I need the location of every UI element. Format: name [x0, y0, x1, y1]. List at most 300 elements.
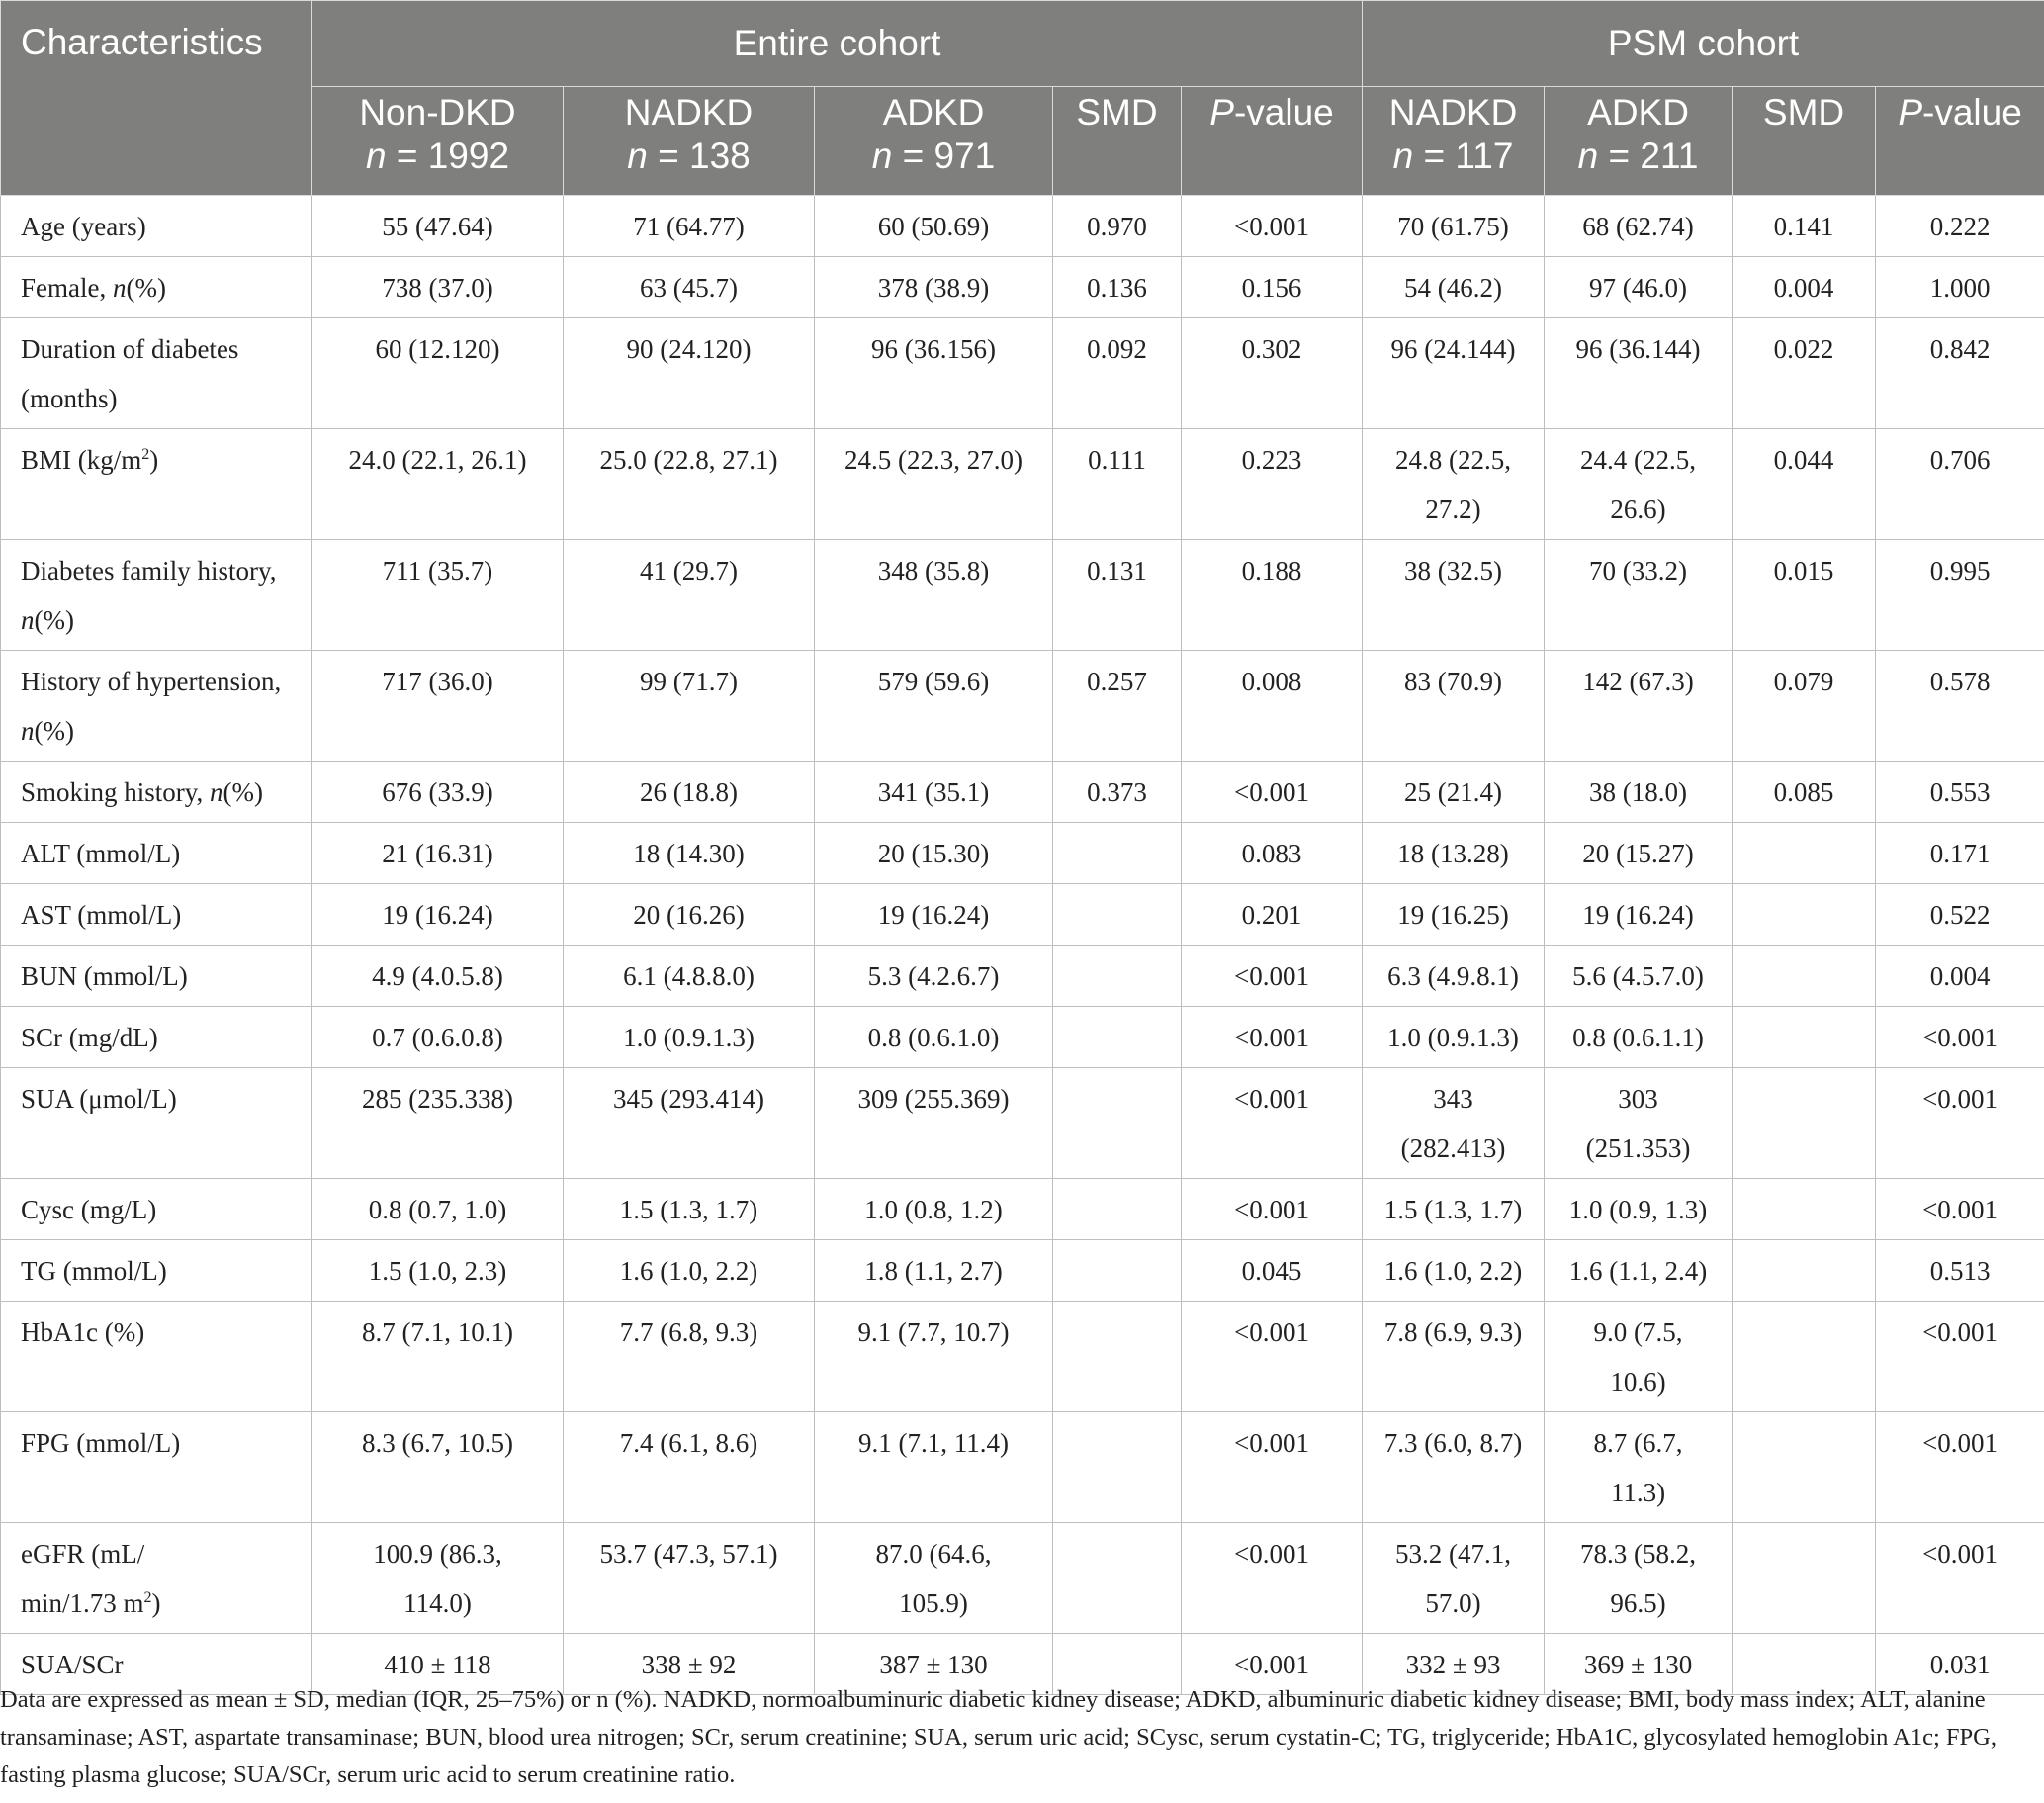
cell-line: 41 (29.7)	[640, 556, 738, 586]
cell-line: 99 (71.7)	[640, 667, 738, 696]
row-label-line: n(%)	[21, 605, 74, 635]
table-cell	[1545, 257, 1733, 318]
table-cell	[1363, 1302, 1545, 1412]
cell-line: 24.5 (22.3, 27.0)	[844, 445, 1022, 475]
cell-line: 1.5 (1.3, 1.7)	[619, 1195, 758, 1224]
table-cell	[815, 196, 1053, 257]
table-cell	[1363, 318, 1545, 429]
cell-line: 0.8 (0.6.1.0)	[867, 1023, 1000, 1052]
table-cell	[1363, 540, 1545, 651]
table-cell	[1733, 884, 1876, 946]
table-cell	[815, 1179, 1053, 1240]
table-cell	[1182, 1523, 1363, 1634]
cell-line: 369 ± 130	[1583, 1650, 1693, 1679]
cell-line: 717 (36.0)	[382, 667, 493, 696]
cell-line: 19 (16.24)	[1582, 900, 1694, 930]
cell-line: <0.001	[1922, 1428, 1999, 1458]
column-header-label: NADKD	[624, 92, 754, 133]
row-label	[1, 429, 312, 540]
table-cell	[312, 318, 564, 429]
cell-line: 1.0 (0.9.1.3)	[1387, 1023, 1519, 1052]
table-row	[1, 429, 2044, 540]
cell-line: 0.022	[1773, 334, 1834, 364]
table-cell	[1733, 1412, 1876, 1523]
table-cell	[1876, 1068, 2044, 1179]
cell-line: 0.111	[1088, 445, 1146, 475]
table-cell	[312, 1007, 564, 1068]
cell-line: 1.0 (0.8, 1.2)	[864, 1195, 1003, 1224]
table-cell	[1733, 1240, 1876, 1302]
table-cell	[1182, 1179, 1363, 1240]
table-cell	[1733, 196, 1876, 257]
table-cell	[1182, 257, 1363, 318]
table-cell	[1545, 1179, 1733, 1240]
table-cell	[1182, 1068, 1363, 1179]
table-cell	[1182, 762, 1363, 823]
cell-line: 100.9 (86.3,	[373, 1539, 502, 1569]
row-label-line: n(%)	[21, 716, 74, 746]
row-label-line: SCr (mg/dL)	[21, 1023, 158, 1052]
table-cell	[1733, 1302, 1876, 1412]
cell-line: 0.004	[1929, 961, 1991, 991]
table-row	[1, 1412, 2044, 1523]
table-cell	[815, 1007, 1053, 1068]
table-cell	[1182, 823, 1363, 884]
table-cell	[564, 540, 815, 651]
table-cell	[1363, 1240, 1545, 1302]
table-cell	[1182, 540, 1363, 651]
table-cell	[1876, 946, 2044, 1007]
cell-line: 18 (13.28)	[1397, 839, 1509, 868]
cell-line: 6.1 (4.8.8.0)	[623, 961, 755, 991]
table-cell	[564, 1179, 815, 1240]
cell-line: 0.302	[1241, 334, 1302, 364]
cell-line: 90 (24.120)	[626, 334, 752, 364]
row-label	[1, 884, 312, 946]
cell-line: 4.9 (4.0.5.8)	[372, 961, 503, 991]
table-cell	[1053, 196, 1182, 257]
table-cell	[1053, 1179, 1182, 1240]
table-cell	[815, 318, 1053, 429]
table-row	[1, 318, 2044, 429]
cell-line: 8.7 (6.7,	[1593, 1428, 1683, 1458]
table-cell	[1053, 257, 1182, 318]
cell-line: 6.3 (4.9.8.1)	[1387, 961, 1519, 991]
row-label-line: AST (mmol/L)	[21, 900, 182, 930]
cell-line: 26.6)	[1610, 495, 1666, 524]
row-label-line: Diabetes family history,	[21, 556, 277, 586]
column-header-n: n = 117	[1392, 135, 1514, 176]
table-cell	[1876, 1412, 2044, 1523]
row-label	[1, 196, 312, 257]
table-cell	[1733, 946, 1876, 1007]
table-cell	[564, 196, 815, 257]
cell-line: 0.553	[1929, 777, 1991, 807]
cell-line: 38 (32.5)	[1404, 556, 1503, 586]
table-cell	[1876, 257, 2044, 318]
table-cell	[1182, 1240, 1363, 1302]
table-cell	[1733, 1068, 1876, 1179]
cell-line: 0.015	[1773, 556, 1834, 586]
row-label-line: Age (years)	[21, 212, 146, 241]
cell-line: 0.222	[1929, 212, 1991, 241]
cell-line: 387 ± 130	[879, 1650, 988, 1679]
table-cell	[1876, 196, 2044, 257]
table-cell	[1876, 884, 2044, 946]
cell-line: 20 (15.30)	[877, 839, 990, 868]
table-cell	[815, 1240, 1053, 1302]
cell-line: 24.4 (22.5,	[1580, 445, 1697, 475]
row-label	[1, 651, 312, 762]
table-cell	[1363, 1007, 1545, 1068]
table-cell	[1053, 429, 1182, 540]
table-cell	[815, 1068, 1053, 1179]
cell-line: 1.000	[1929, 273, 1991, 303]
table-cell	[1876, 1523, 2044, 1634]
table-cell	[312, 1068, 564, 1179]
table-cell	[1545, 762, 1733, 823]
cell-line: 0.995	[1929, 556, 1991, 586]
cell-line: <0.001	[1922, 1023, 1999, 1052]
table-cell	[815, 540, 1053, 651]
table-cell	[1363, 762, 1545, 823]
table-cell	[1876, 1240, 2044, 1302]
cell-line: 21 (16.31)	[382, 839, 493, 868]
table-body	[1, 196, 2044, 1695]
table-cell	[1733, 257, 1876, 318]
cell-line: 60 (50.69)	[877, 212, 990, 241]
cell-line: 96 (36.156)	[871, 334, 996, 364]
cell-line: 5.3 (4.2.6.7)	[867, 961, 1000, 991]
cell-line: 0.842	[1929, 334, 1991, 364]
cell-line: <0.001	[1234, 1084, 1310, 1114]
cell-line: 1.6 (1.0, 2.2)	[619, 1256, 758, 1286]
cell-line: 18 (14.30)	[633, 839, 745, 868]
table-cell	[564, 1523, 815, 1634]
table-cell	[1876, 540, 2044, 651]
cell-line: (282.413)	[1400, 1133, 1506, 1163]
column-header-label: P-value	[1898, 92, 2022, 133]
table-cell	[312, 1302, 564, 1412]
table-cell	[1733, 1007, 1876, 1068]
table-cell	[1053, 1412, 1182, 1523]
cell-line: 343	[1433, 1084, 1473, 1114]
table-cell	[815, 946, 1053, 1007]
cell-line: 25.0 (22.8, 27.1)	[599, 445, 778, 475]
cell-line: 0.373	[1087, 777, 1147, 807]
row-label	[1, 946, 312, 1007]
table-cell	[312, 1179, 564, 1240]
column-header-n: n = 138	[627, 135, 751, 176]
column-header	[1182, 87, 1363, 196]
cell-line: 0.578	[1929, 667, 1991, 696]
cell-line: 676 (33.9)	[382, 777, 493, 807]
cell-line: 7.7 (6.8, 9.3)	[619, 1317, 758, 1347]
table-cell	[564, 1068, 815, 1179]
cell-line: 20 (16.26)	[633, 900, 745, 930]
column-header-label: SMD	[1076, 92, 1158, 133]
cell-line: 19 (16.25)	[1397, 900, 1509, 930]
table-cell	[564, 1007, 815, 1068]
row-label-line: BUN (mmol/L)	[21, 961, 188, 991]
cell-line: <0.001	[1234, 1428, 1310, 1458]
table-cell	[1545, 823, 1733, 884]
table-cell	[1545, 1523, 1733, 1634]
column-header-label: ADKD	[1587, 92, 1689, 133]
cell-line: 8.7 (7.1, 10.1)	[362, 1317, 513, 1347]
cell-line: <0.001	[1234, 961, 1310, 991]
row-label-line: SUA/SCr	[21, 1650, 124, 1679]
cell-line: 332 ± 93	[1405, 1650, 1501, 1679]
table-cell	[1545, 1007, 1733, 1068]
row-label	[1, 1240, 312, 1302]
cell-line: 0.706	[1929, 445, 1991, 475]
table-cell	[1182, 946, 1363, 1007]
table-cell	[815, 651, 1053, 762]
row-label-line: SUA (μmol/L)	[21, 1084, 177, 1114]
table-cell	[1053, 540, 1182, 651]
cell-line: <0.001	[1234, 777, 1310, 807]
cell-line: 0.171	[1929, 839, 1991, 868]
cell-line: 0.092	[1087, 334, 1147, 364]
cell-line: 10.6)	[1610, 1367, 1666, 1397]
column-header-label: P-value	[1209, 92, 1334, 133]
cell-line: 55 (47.64)	[382, 212, 493, 241]
cell-line: 1.5 (1.0, 2.3)	[368, 1256, 507, 1286]
table-cell	[564, 884, 815, 946]
cell-line: 96 (24.144)	[1390, 334, 1516, 364]
column-header-label: NADKD	[1388, 92, 1518, 133]
table-footnote: Data are expressed as mean ± SD, median (IQR, 25–75%) or n (%). NADKD, normoalbuminuric diabetic kidney disease; ADKD, albuminuric diabetic kidney disease; BMI, body mass index; ALT, alanine transaminase; AST, aspartate transaminase; BUN, blood urea nitrogen; SCr, serum creatinine; SUA, serum uric acid; SCysc, serum cystatin-C; TG, triglyceride; HbA1C, glycosylated hemoglobin A1c; FPG, fasting plasma glucose; SUA/SCr, serum uric acid to serum creatinine ratio.	[0, 1686, 1997, 1788]
table-cell	[312, 946, 564, 1007]
cell-line: <0.001	[1234, 1650, 1310, 1679]
row-label	[1, 540, 312, 651]
cell-line: 1.8 (1.1, 2.7)	[864, 1256, 1003, 1286]
row-label	[1, 1179, 312, 1240]
table-cell	[1363, 1068, 1545, 1179]
table-row	[1, 540, 2044, 651]
row-label-line: HbA1c (%)	[21, 1317, 145, 1347]
cell-line: 20 (15.27)	[1582, 839, 1694, 868]
cell-line: 0.045	[1241, 1256, 1302, 1286]
table-cell	[1182, 1302, 1363, 1412]
table-row	[1, 946, 2044, 1007]
cell-line: 1.6 (1.0, 2.2)	[1383, 1256, 1523, 1286]
cell-line: 0.141	[1773, 212, 1834, 241]
row-label-line: Duration of diabetes	[21, 334, 239, 364]
row-label	[1, 318, 312, 429]
cell-line: 1.0 (0.9, 1.3)	[1568, 1195, 1708, 1224]
cell-line: 9.1 (7.1, 11.4)	[858, 1428, 1009, 1458]
cell-line: 19 (16.24)	[382, 900, 493, 930]
table-cell	[1545, 1068, 1733, 1179]
cell-line: 60 (12.120)	[375, 334, 500, 364]
table-cell	[1053, 946, 1182, 1007]
cell-line: 285 (235.338)	[362, 1084, 513, 1114]
table-cell	[1053, 651, 1182, 762]
characteristics-header: Characteristics	[1, 1, 312, 196]
column-header	[1545, 87, 1733, 196]
cell-line: 345 (293.414)	[613, 1084, 764, 1114]
entire-cohort-header: Entire cohort	[312, 1, 1363, 87]
table-cell	[1053, 1523, 1182, 1634]
table-cell	[1053, 1302, 1182, 1412]
row-label	[1, 1302, 312, 1412]
table-cell	[312, 540, 564, 651]
table-row	[1, 257, 2044, 318]
table-cell	[1053, 762, 1182, 823]
row-label	[1, 762, 312, 823]
cell-line: 105.9)	[899, 1588, 968, 1618]
table-cell	[1733, 429, 1876, 540]
column-header	[1053, 87, 1182, 196]
row-label-line: Smoking history, n(%)	[21, 777, 264, 807]
table-cell	[564, 1240, 815, 1302]
cell-line: <0.001	[1922, 1317, 1999, 1347]
cell-line: 338 ± 92	[641, 1650, 737, 1679]
table-cell	[815, 429, 1053, 540]
table-cell	[1182, 318, 1363, 429]
table-cell	[1053, 823, 1182, 884]
table-cell	[1053, 318, 1182, 429]
table-cell	[1182, 651, 1363, 762]
table-cell	[1182, 884, 1363, 946]
table-cell	[1363, 1179, 1545, 1240]
column-header-n: n = 971	[871, 135, 996, 176]
table-cell	[1053, 1068, 1182, 1179]
cell-line: 0.079	[1773, 667, 1834, 696]
table-row	[1, 651, 2044, 762]
cell-line: 0.8 (0.6.1.1)	[1572, 1023, 1704, 1052]
cell-line: 53.7 (47.3, 57.1)	[599, 1539, 778, 1569]
table-cell	[1733, 823, 1876, 884]
cell-line: 1.5 (1.3, 1.7)	[1383, 1195, 1523, 1224]
cell-line: 738 (37.0)	[382, 273, 493, 303]
table-cell	[1545, 540, 1733, 651]
cell-line: <0.001	[1234, 212, 1310, 241]
cell-line: 341 (35.1)	[877, 777, 990, 807]
table-cell	[1545, 318, 1733, 429]
table-cell	[312, 257, 564, 318]
cell-line: 26 (18.8)	[640, 777, 738, 807]
row-label-line: History of hypertension,	[21, 667, 282, 696]
table-cell	[1053, 1007, 1182, 1068]
cell-line: 68 (62.74)	[1582, 212, 1694, 241]
column-header-label: SMD	[1762, 92, 1845, 133]
table-cell	[815, 1523, 1053, 1634]
cell-line: 348 (35.8)	[877, 556, 990, 586]
table-cell	[1545, 196, 1733, 257]
table-cell	[1182, 196, 1363, 257]
cell-line: 0.201	[1241, 900, 1302, 930]
cell-line: 309 (255.369)	[857, 1084, 1010, 1114]
cell-line: 0.156	[1241, 273, 1302, 303]
row-label-line: TG (mmol/L)	[21, 1256, 167, 1286]
table-cell	[1363, 946, 1545, 1007]
table-cell	[1182, 429, 1363, 540]
table-cell	[815, 1412, 1053, 1523]
table-row	[1, 1007, 2044, 1068]
table-cell	[1053, 884, 1182, 946]
cell-line: 71 (64.77)	[633, 212, 745, 241]
table-cell	[564, 823, 815, 884]
cell-line: 7.4 (6.1, 8.6)	[619, 1428, 758, 1458]
cell-line: 25 (21.4)	[1404, 777, 1503, 807]
cell-line: <0.001	[1234, 1023, 1310, 1052]
cell-line: (251.353)	[1585, 1133, 1691, 1163]
row-label-line: FPG (mmol/L)	[21, 1428, 181, 1458]
cell-line: 11.3)	[1610, 1478, 1666, 1507]
table-cell	[1545, 429, 1733, 540]
cell-line: 1.0 (0.9.1.3)	[623, 1023, 755, 1052]
table-cell	[1733, 540, 1876, 651]
cell-line: 114.0)	[403, 1588, 472, 1618]
table-cell	[564, 1412, 815, 1523]
table-cell	[1545, 1302, 1733, 1412]
cell-line: 97 (46.0)	[1589, 273, 1688, 303]
table-cell	[312, 429, 564, 540]
table-cell	[312, 196, 564, 257]
table-cell	[815, 823, 1053, 884]
table-cell	[312, 1523, 564, 1634]
column-header	[815, 87, 1053, 196]
cell-line: <0.001	[1234, 1317, 1310, 1347]
column-header	[1876, 87, 2044, 196]
table-row	[1, 884, 2044, 946]
table-cell	[564, 318, 815, 429]
table-row	[1, 1240, 2044, 1302]
cell-line: 303	[1618, 1084, 1658, 1114]
row-label	[1, 1007, 312, 1068]
cell-line: 0.031	[1929, 1650, 1991, 1679]
table-row	[1, 1179, 2044, 1240]
table-cell	[1545, 1240, 1733, 1302]
row-label	[1, 823, 312, 884]
cell-line: 78.3 (58.2,	[1580, 1539, 1697, 1569]
table-cell	[1363, 651, 1545, 762]
cell-line: 27.2)	[1425, 495, 1481, 524]
cell-line: 0.522	[1929, 900, 1991, 930]
table-cell	[1363, 1412, 1545, 1523]
cell-line: 83 (70.9)	[1404, 667, 1503, 696]
table-cell	[1363, 429, 1545, 540]
cell-line: <0.001	[1922, 1084, 1999, 1114]
table-cell	[1733, 1179, 1876, 1240]
column-header-n: n = 1992	[365, 135, 510, 176]
row-label-line: min/1.73 $m^2$)	[21, 1588, 161, 1618]
cell-line: 0.223	[1241, 445, 1302, 475]
cell-line: 0.8 (0.7, 1.0)	[368, 1195, 507, 1224]
table-cell	[564, 762, 815, 823]
cell-line: <0.001	[1922, 1195, 1999, 1224]
cell-line: 142 (67.3)	[1582, 667, 1694, 696]
row-label-line: (months)	[21, 384, 118, 413]
cell-line: 96.5)	[1610, 1588, 1666, 1618]
column-header-label: ADKD	[882, 92, 985, 133]
row-label-line: ALT (mmol/L)	[21, 839, 181, 868]
table-cell	[815, 1302, 1053, 1412]
table-cell	[1545, 884, 1733, 946]
column-header-n: n = 211	[1577, 135, 1699, 176]
table-cell	[312, 823, 564, 884]
row-label-line: Female, n(%)	[21, 273, 166, 303]
table-cell	[1545, 1412, 1733, 1523]
cell-line: 57.0)	[1425, 1588, 1481, 1618]
row-label-line: BMI $(kg/m^2)$	[21, 445, 159, 475]
table-cell	[564, 946, 815, 1007]
table-cell	[1545, 651, 1733, 762]
table-row	[1, 1302, 2044, 1412]
